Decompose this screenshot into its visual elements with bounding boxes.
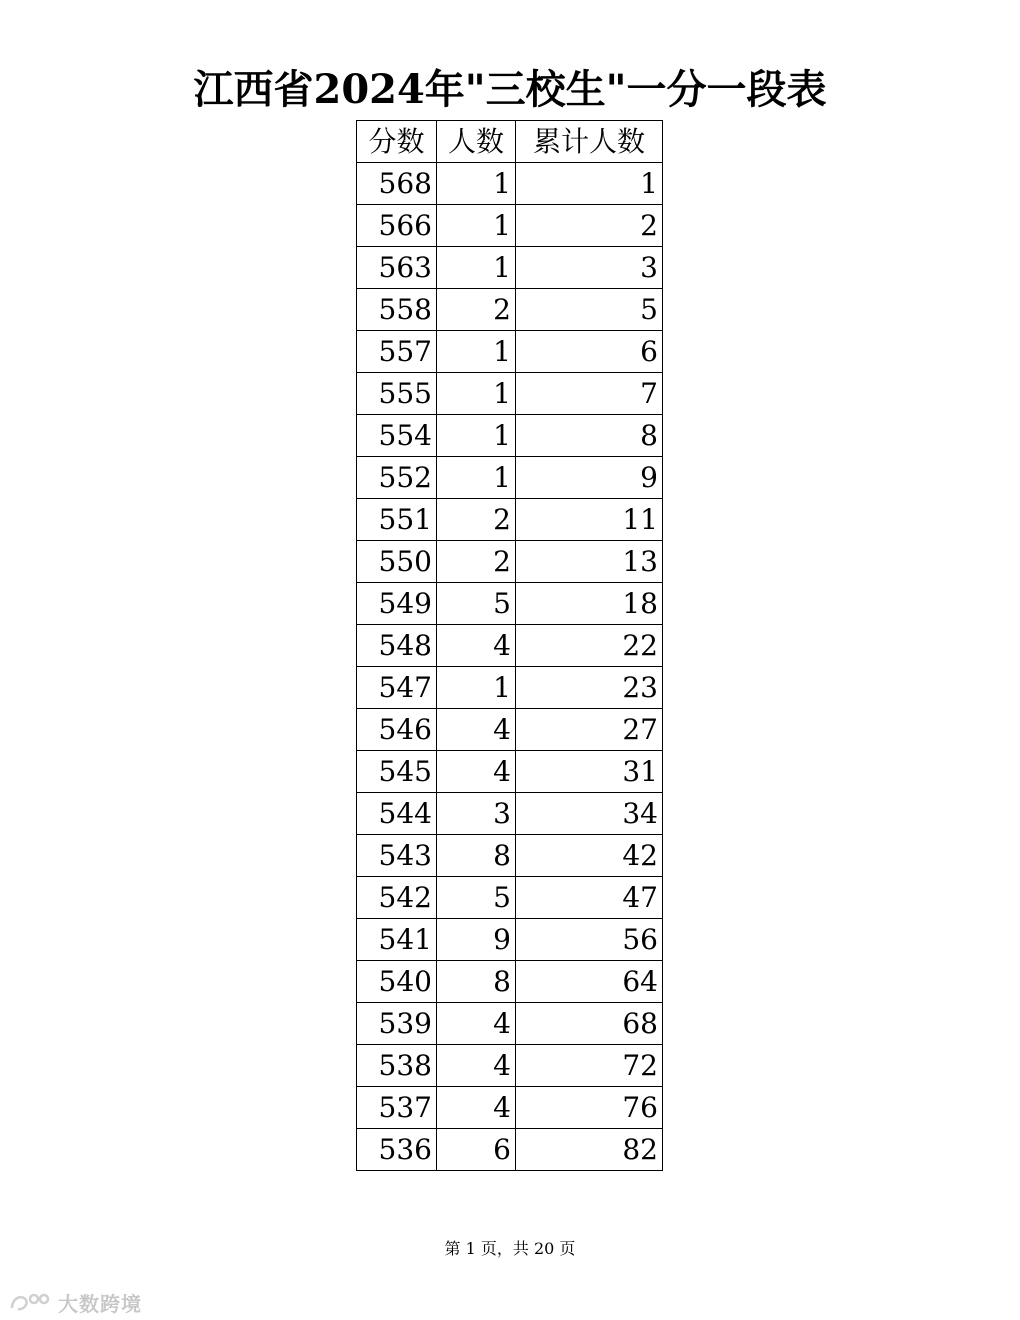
cell-score: 548 — [357, 625, 437, 667]
cell-cumulative: 1 — [516, 163, 663, 205]
table-row — [357, 835, 663, 877]
cell-cumulative: 5 — [516, 289, 663, 331]
cell-cumulative: 2 — [516, 205, 663, 247]
cell-count: 4 — [437, 625, 516, 667]
watermark-text: 大数跨境 — [58, 1291, 142, 1316]
table-row — [357, 583, 663, 625]
cell-score: 545 — [357, 751, 437, 793]
table-row — [357, 331, 663, 373]
table-row — [357, 793, 663, 835]
cell-count: 3 — [437, 793, 516, 835]
table-row — [357, 1087, 663, 1129]
cell-count: 1 — [437, 205, 516, 247]
cell-count: 1 — [437, 415, 516, 457]
cell-cumulative: 11 — [516, 499, 663, 541]
watermark — [8, 1288, 142, 1316]
cell-score: 542 — [357, 877, 437, 919]
cell-cumulative: 23 — [516, 667, 663, 709]
cell-score: 536 — [357, 1129, 437, 1171]
column-header-cumulative: 累计人数 — [516, 121, 663, 163]
cell-score: 563 — [357, 247, 437, 289]
cell-score: 546 — [357, 709, 437, 751]
cell-count: 4 — [437, 1087, 516, 1129]
cell-cumulative: 56 — [516, 919, 663, 961]
cell-cumulative: 7 — [516, 373, 663, 415]
cell-cumulative: 47 — [516, 877, 663, 919]
cell-count: 4 — [437, 1003, 516, 1045]
cell-cumulative: 9 — [516, 457, 663, 499]
cell-cumulative: 42 — [516, 835, 663, 877]
table-row — [357, 1129, 663, 1171]
cell-score: 537 — [357, 1087, 437, 1129]
cell-count: 2 — [437, 289, 516, 331]
column-header-count: 人数 — [437, 121, 516, 163]
page-footer: 第 1 页，共 20 页 — [444, 1239, 576, 1258]
cell-count: 5 — [437, 877, 516, 919]
cell-cumulative: 68 — [516, 1003, 663, 1045]
table-row — [357, 919, 663, 961]
cell-count: 4 — [437, 709, 516, 751]
cell-score: 557 — [357, 331, 437, 373]
cell-score: 558 — [357, 289, 437, 331]
cell-score: 554 — [357, 415, 437, 457]
cell-score: 552 — [357, 457, 437, 499]
cell-score: 541 — [357, 919, 437, 961]
table-row — [357, 751, 663, 793]
table-row — [357, 289, 663, 331]
cell-count: 1 — [437, 163, 516, 205]
cell-cumulative: 22 — [516, 625, 663, 667]
cell-cumulative: 72 — [516, 1045, 663, 1087]
cell-score: 539 — [357, 1003, 437, 1045]
table-row — [357, 877, 663, 919]
cell-count: 5 — [437, 583, 516, 625]
table-row — [357, 415, 663, 457]
table-row — [357, 1003, 663, 1045]
cell-cumulative: 18 — [516, 583, 663, 625]
cell-count: 1 — [437, 331, 516, 373]
cell-count: 2 — [437, 541, 516, 583]
table-row — [357, 499, 663, 541]
cell-cumulative: 27 — [516, 709, 663, 751]
table-row — [357, 163, 663, 205]
table-row — [357, 961, 663, 1003]
brand-logo-icon — [8, 1290, 52, 1314]
cell-cumulative: 64 — [516, 961, 663, 1003]
cell-count: 1 — [437, 457, 516, 499]
cell-score: 543 — [357, 835, 437, 877]
cell-cumulative: 8 — [516, 415, 663, 457]
table-row — [357, 625, 663, 667]
cell-count: 9 — [437, 919, 516, 961]
table-row — [357, 1045, 663, 1087]
cell-score: 547 — [357, 667, 437, 709]
table-row — [357, 457, 663, 499]
cell-count: 1 — [437, 247, 516, 289]
cell-cumulative: 34 — [516, 793, 663, 835]
table-row — [357, 247, 663, 289]
page-title: 江西省2024年"三校生"一分一段表 — [193, 66, 827, 113]
table-row — [357, 373, 663, 415]
cell-score: 566 — [357, 205, 437, 247]
cell-count: 8 — [437, 961, 516, 1003]
cell-score: 549 — [357, 583, 437, 625]
cell-count: 6 — [437, 1129, 516, 1171]
table-header-row — [357, 121, 663, 163]
cell-cumulative: 76 — [516, 1087, 663, 1129]
cell-cumulative: 3 — [516, 247, 663, 289]
cell-cumulative: 13 — [516, 541, 663, 583]
cell-score: 544 — [357, 793, 437, 835]
cell-score: 568 — [357, 163, 437, 205]
cell-score: 538 — [357, 1045, 437, 1087]
cell-count: 4 — [437, 1045, 516, 1087]
table-row — [357, 205, 663, 247]
cell-count: 1 — [437, 667, 516, 709]
cell-cumulative: 82 — [516, 1129, 663, 1171]
score-distribution-table — [356, 120, 663, 1171]
cell-score: 551 — [357, 499, 437, 541]
cell-cumulative: 31 — [516, 751, 663, 793]
cell-cumulative: 6 — [516, 331, 663, 373]
table-row — [357, 667, 663, 709]
cell-count: 1 — [437, 373, 516, 415]
cell-score: 540 — [357, 961, 437, 1003]
cell-count: 8 — [437, 835, 516, 877]
table-row — [357, 709, 663, 751]
cell-score: 555 — [357, 373, 437, 415]
cell-count: 2 — [437, 499, 516, 541]
column-header-score: 分数 — [357, 121, 437, 163]
table-row — [357, 541, 663, 583]
cell-count: 4 — [437, 751, 516, 793]
cell-score: 550 — [357, 541, 437, 583]
